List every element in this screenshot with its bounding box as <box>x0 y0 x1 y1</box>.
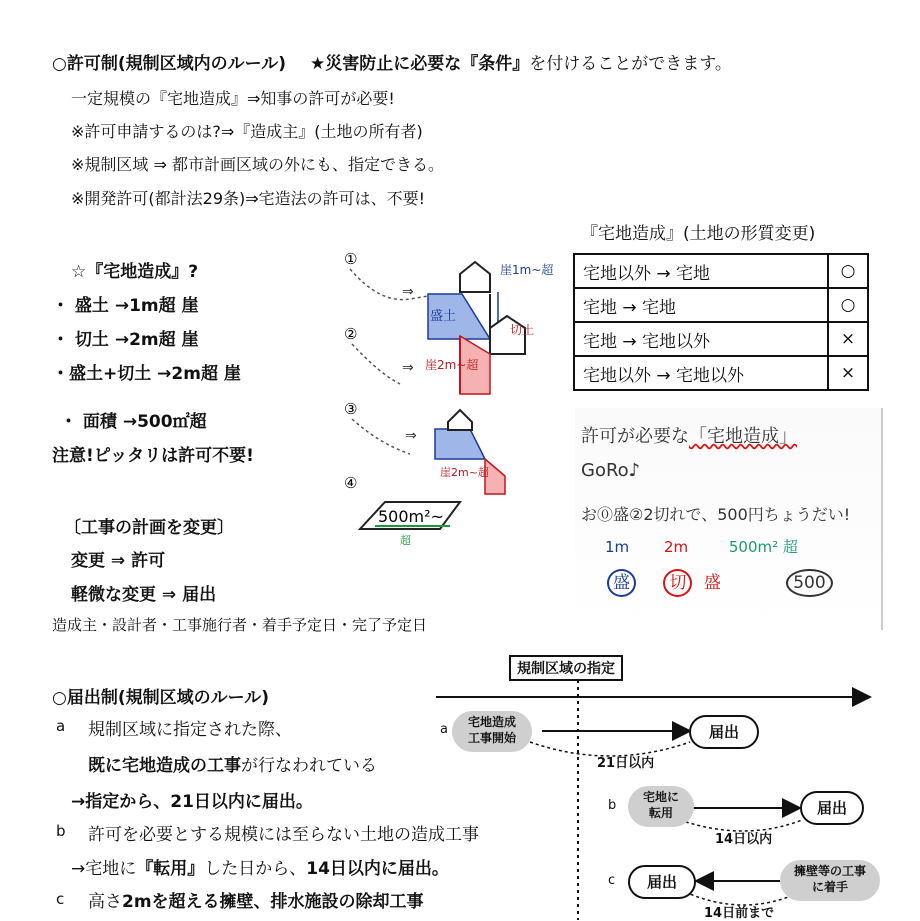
tl-a-start: 宅地造成 工事開始 <box>452 711 532 752</box>
label-cho: 超 <box>400 534 411 547</box>
tl-c-end: 届出 <box>628 865 696 899</box>
takuchi-item: ・盛土+切土 →2m超 崖 <box>52 364 241 384</box>
notify-a-2 <box>88 751 377 776</box>
arrow-icon: ⇒ <box>402 360 414 376</box>
permit-heading-tail: を付けることができます。 <box>529 54 732 74</box>
notify-a-2-normal: が行なわれている <box>241 756 377 776</box>
change-title: 〔工事の計画を変更〕 <box>64 518 234 538</box>
diagram-num-1: ① <box>344 250 358 268</box>
notify-b-2a: →宅地に <box>71 859 137 879</box>
takuchi-note: 注意!ピッタリは許可不要! <box>52 446 254 466</box>
notify-c-1b: 2mを超える擁壁、排水施設の除却工事 <box>122 892 424 912</box>
memo-text: 許可が必要な <box>581 426 689 447</box>
arrow-icon: ⇒ <box>402 284 414 300</box>
permit-heading <box>52 49 732 74</box>
table-cell-text: 宅地以外 → 宅地 <box>574 254 828 288</box>
table-row <box>574 322 868 356</box>
permit-heading-condition: ★災害防止に必要な『条件』 <box>309 54 530 74</box>
label-gake1: 崖1m~超 <box>500 263 554 277</box>
label-gake2: 崖2m~超 <box>425 358 479 372</box>
memo-panel <box>575 408 883 630</box>
ground-line <box>350 269 440 300</box>
timeline-header: 規制区域の指定 <box>509 655 623 681</box>
memo-line-3: お⓪盛②2切れで、500円ちょうだい! <box>581 505 851 524</box>
takuchi-title: ☆『宅地造成』? <box>71 262 199 282</box>
permit-line-1: 一定規模の『宅地造成』⇒知事の許可が必要! <box>71 89 395 108</box>
memo-highlight: 「宅地造成」 <box>689 426 797 447</box>
memo-line-5 <box>607 568 833 593</box>
memo-1m: 1m <box>605 538 630 556</box>
table-row <box>574 356 868 390</box>
takuchi-item: ・ 切土 →2m超 崖 <box>52 330 199 350</box>
table-cell-mark: × <box>828 356 868 390</box>
label-gake3: 崖2m~超 <box>440 466 489 479</box>
change-row-3: 造成主・設計者・工事施行者・着手予定日・完了予定日 <box>52 616 428 634</box>
change-row-1: 変更 ⇒ 許可 <box>71 551 166 571</box>
notify-b-2 <box>71 854 449 879</box>
memo-line-1 <box>581 422 797 448</box>
tl-b-end: 届出 <box>800 791 864 825</box>
permit-line-4: ※開発許可(都計法29条)⇒宅造法の許可は、不要! <box>71 189 426 208</box>
memo-500: 500m² 超 <box>728 538 798 556</box>
tl-a-label: a <box>440 722 448 737</box>
tl-a-days: 21日以内 <box>597 756 655 771</box>
arrow-icon: ⇒ <box>405 428 417 444</box>
table-cell-mark: × <box>828 322 868 356</box>
permit-line-3: ※規制区域 ⇒ 都市計画区域の外にも、指定できる。 <box>71 155 444 174</box>
notify-b-label: b <box>56 822 66 840</box>
change-row-2: 軽微な変更 ⇒ 届出 <box>71 585 217 605</box>
label-500: 500m²~ <box>378 507 444 526</box>
label-morido: 盛土 <box>430 309 457 324</box>
notify-a-1: 規制区域に指定された際、 <box>88 720 292 740</box>
diagram-num-3: ③ <box>344 400 358 418</box>
land-change-table <box>573 253 869 391</box>
notify-heading: ○届出制(規制区域のルール) <box>52 688 270 708</box>
permit-line-2: ※許可申請するのは?⇒『造成主』(土地の所有者) <box>71 122 423 141</box>
notify-b-2d: 14日以内に届出。 <box>306 859 449 879</box>
tl-b-label: b <box>608 798 617 813</box>
permit-heading-main: ○許可制(規制区域内のルール) <box>52 54 287 74</box>
memo-mori: 盛 <box>607 569 636 597</box>
takuchi-item: ・ 面積 →500㎡超 <box>60 412 207 432</box>
notify-b-1: 許可を必要とする規模には至らない土地の造成工事 <box>88 825 479 845</box>
table-cell-mark: ○ <box>828 254 868 288</box>
tl-c-start: 擁壁等の工事 に着手 <box>780 860 880 901</box>
notify-c-1a: 高さ <box>88 892 122 912</box>
table-cell-text: 宅地 → 宅地 <box>574 288 828 322</box>
tl-b-days: 14日以内 <box>715 832 773 847</box>
table-row <box>574 288 868 322</box>
notify-c-label: c <box>56 890 65 908</box>
table-title: 『宅地造成』(土地の形質変更) <box>581 224 816 244</box>
takuchi-item: ・ 盛土 →1m超 崖 <box>52 296 199 316</box>
memo-line-2: GoRo♪ <box>581 460 641 481</box>
morido-fill <box>435 429 485 459</box>
notify-c-1 <box>88 887 424 912</box>
notify-a-2-bold: 既に宅地造成の工事 <box>88 756 241 776</box>
notify-b-2c: した日から、 <box>204 859 307 879</box>
ground-line <box>352 419 410 454</box>
label-kiri: 切土 <box>510 323 535 337</box>
table-row <box>574 254 868 288</box>
table-cell-text: 宅地以外 → 宅地以外 <box>574 356 828 390</box>
notify-a-3: →指定から、21日以内に届出。 <box>71 792 313 812</box>
tl-a-end: 届出 <box>689 715 759 749</box>
memo-mori-red: 盛 <box>703 573 721 593</box>
memo-500-circle: 500 <box>786 569 832 597</box>
ground-line <box>352 344 400 384</box>
memo-line-4 <box>605 536 798 557</box>
house-icon <box>460 262 490 292</box>
table-cell-mark: ○ <box>828 288 868 322</box>
table-cell-text: 宅地 → 宅地以外 <box>574 322 828 356</box>
tl-c-label: c <box>608 873 616 888</box>
memo-2m: 2m <box>663 538 689 556</box>
diagram-num-4: ④ <box>344 474 358 492</box>
diagram-num-2: ② <box>344 325 358 343</box>
house-icon <box>448 410 472 430</box>
notify-b-2b: 『転用』 <box>136 859 205 879</box>
slope-diagrams <box>340 244 572 554</box>
memo-kiri: 切 <box>663 569 692 597</box>
tl-c-days: 14日前まで <box>704 906 775 921</box>
tl-b-start: 宅地に 転用 <box>628 786 694 827</box>
notify-a-label: a <box>56 717 66 735</box>
